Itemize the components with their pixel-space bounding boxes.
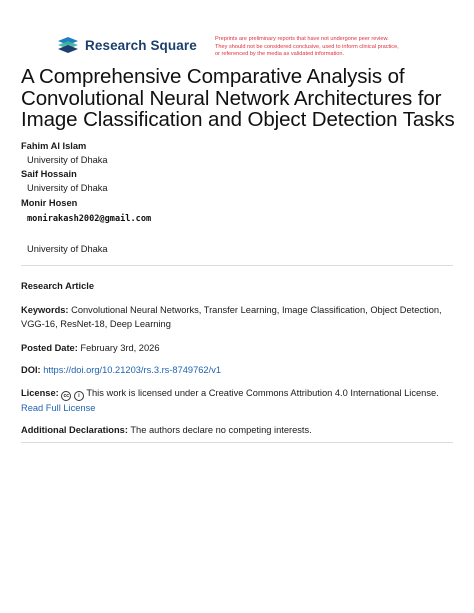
divider [21,265,453,266]
doi [21,363,453,377]
divider [21,442,453,443]
page-header [0,0,474,70]
attribution-icon: i [74,391,84,401]
keywords-value: Convolutional Neural Networks, Transfer Learning, Image Classification, Object Detection, VGG-16, ResNet-18, Deep Learning [21,305,442,329]
license-label: License: [21,388,59,398]
author-name: Monir Hosen [21,198,78,208]
posted-date-label: Posted Date: [21,343,78,353]
license [21,386,453,415]
author-name: Saif Hossain [21,169,77,179]
author-affiliation: University of Dhaka [27,244,108,254]
author-affiliation: University of Dhaka [27,155,108,165]
article-type [21,279,453,293]
read-full-license-link[interactable]: Read Full License [21,403,96,413]
research-square-logo-icon [57,37,79,53]
article-type-label: Research Article [21,281,95,291]
author-name: Fahim Al Islam [21,141,87,151]
posted-date [21,341,453,355]
disclaimer-line: They should not be considered conclusive, used to inform clinical practice, [215,43,399,50]
keywords-label: Keywords: [21,305,69,315]
title-line: Convolutional Neural Network Architectures for [21,86,442,110]
license-text: This work is licensed under a Creative Commons Attribution 4.0 International License. [86,388,439,398]
declarations-value: The authors declare no competing interests. [130,425,312,435]
research-square-logo[interactable] [57,37,197,53]
cc-icon: cc [61,391,71,401]
doi-label: DOI: [21,365,41,375]
preprint-disclaimer [215,36,455,59]
author-email[interactable]: monirakash2002@gmail.com [27,214,152,224]
disclaimer-line: Preprints are preliminary reports that have not undergone peer review. [215,36,389,42]
title-line: A Comprehensive Comparative Analysis of [21,65,405,88]
paper-title [21,66,461,131]
disclaimer-line: or referenced by the media as validated information. [215,51,345,58]
additional-declarations [21,423,453,437]
author-affiliation: University of Dhaka [27,183,108,193]
posted-date-value: February 3rd, 2026 [80,343,160,353]
declarations-label: Additional Declarations: [21,425,128,435]
title-line: Image Classification and Object Detection Tasks [21,108,455,131]
keywords [21,303,453,331]
logo-text: Research Square [85,37,197,53]
doi-link[interactable]: https://doi.org/10.21203/rs.3.rs-8749762/v1 [43,365,222,375]
